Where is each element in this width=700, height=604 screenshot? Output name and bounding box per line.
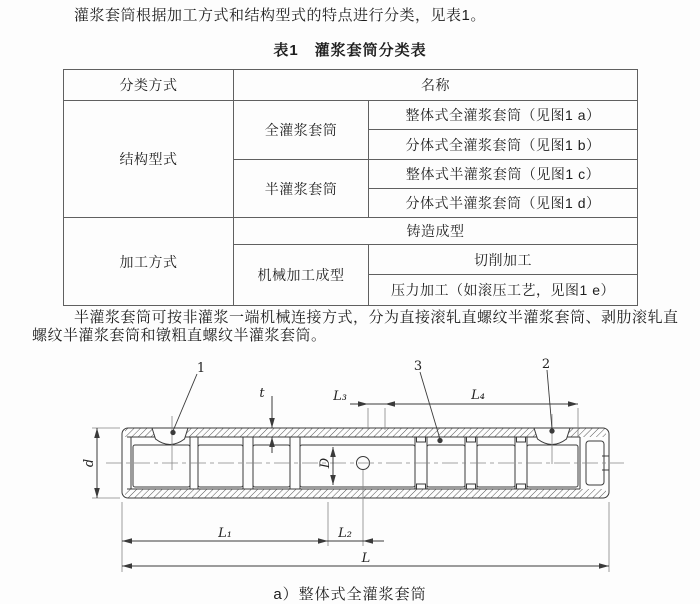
table-row [64, 218, 638, 245]
cell-structure-type: 结构型式 [64, 101, 234, 218]
part-label-1: 1 [196, 361, 206, 376]
cell-pressure: 压力加工（如滚压工艺，见图1 e） [369, 275, 638, 306]
cell-half-integral: 整体式半灌浆套筒（见图1 c） [369, 160, 638, 189]
dim-label-L1: L₁ [218, 526, 232, 541]
leader-part2 [547, 370, 554, 433]
dim-label-L: L [361, 551, 371, 566]
leader-part1 [171, 374, 197, 435]
dim-label-t: t [259, 386, 265, 401]
header-name: 名称 [234, 70, 638, 101]
dim-label-L3: L₃ [333, 389, 347, 404]
classification-table [63, 69, 638, 306]
cell-full-integral: 整体式全灌浆套筒（见图1 a） [369, 101, 638, 130]
table-row [64, 70, 638, 101]
top-wall-hatch [125, 428, 606, 437]
cell-half-split: 分体式半灌浆套筒（见图1 d） [369, 189, 638, 218]
dim-label-L2: L₂ [338, 526, 352, 541]
dim-label-L4: L₄ [471, 388, 485, 403]
cell-cutting: 切削加工 [369, 245, 638, 275]
table-title: 表1 灌浆套筒分类表 [273, 42, 427, 59]
part-label-2: 2 [541, 357, 551, 372]
table-row [64, 101, 638, 130]
dim-label-d: d [82, 458, 97, 468]
intro-paragraph: 灌浆套筒根据加工方式和结构型式的特点进行分类，见表1。 [74, 7, 486, 24]
cell-casting: 铸造成型 [234, 218, 638, 245]
header-class-method: 分类方式 [64, 70, 234, 101]
part-label-3: 3 [413, 359, 423, 374]
figure-caption: a）整体式全灌浆套筒 [273, 586, 427, 603]
internal-rib-segments [133, 445, 578, 487]
dim-label-D: D [318, 457, 333, 469]
sleeve-section-drawing [0, 352, 700, 582]
grout-inlet-port [152, 428, 188, 445]
cell-full-grout-sleeve: 全灌浆套筒 [234, 101, 369, 160]
bottom-wall-hatch [125, 489, 606, 498]
cell-process-method: 加工方式 [64, 218, 234, 306]
cell-full-split: 分体式全灌浆套筒（见图1 b） [369, 130, 638, 160]
cell-half-grout-sleeve: 半灌浆套筒 [234, 160, 369, 218]
note-paragraph: 半灌浆套筒可按非灌浆一端机械连接方式，分为直接滚轧直螺纹半灌浆套筒、剥肋滚轧直螺纹半灌浆套筒和镦粗直螺纹半灌浆套筒。 [32, 309, 679, 344]
cell-machining: 机械加工成型 [234, 245, 369, 306]
